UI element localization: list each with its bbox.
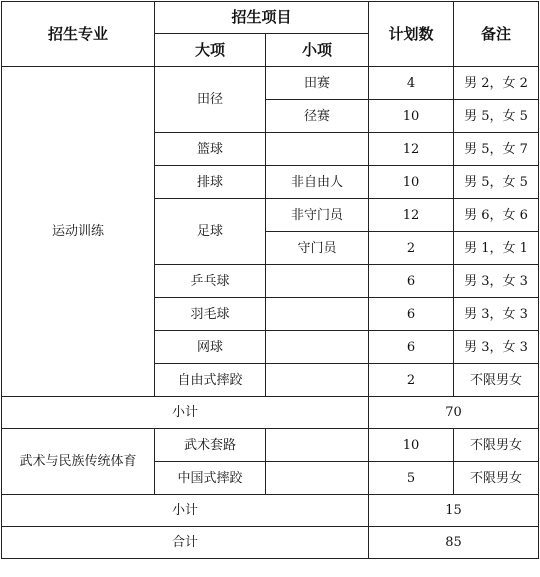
minor-item-cell: 田赛 — [266, 67, 369, 100]
subtotal-label: 小计 — [2, 397, 369, 429]
note-cell: 不限男女 — [454, 364, 539, 397]
note-cell: 不限男女 — [454, 462, 539, 495]
plan-cell: 6 — [369, 331, 454, 364]
major-cell: 运动训练 — [2, 67, 155, 397]
major-item-cell: 足球 — [155, 199, 266, 265]
note-cell: 男 5，女 5 — [454, 100, 539, 133]
minor-item-cell — [266, 298, 369, 331]
minor-item-cell — [266, 364, 369, 397]
table-row — [2, 67, 539, 100]
total-label: 合计 — [2, 527, 369, 559]
major-item-cell: 武术套路 — [155, 429, 266, 462]
header-major: 招生专业 — [2, 2, 155, 67]
major-item-cell: 中国式摔跤 — [155, 462, 266, 495]
major-item-cell: 篮球 — [155, 133, 266, 166]
major-item-cell: 羽毛球 — [155, 298, 266, 331]
subtotal-value: 15 — [369, 495, 539, 527]
plan-cell: 5 — [369, 462, 454, 495]
header-minor-item: 小项 — [266, 34, 369, 67]
note-cell: 男 5，女 5 — [454, 166, 539, 199]
minor-item-cell — [266, 462, 369, 495]
plan-cell: 6 — [369, 298, 454, 331]
plan-cell: 6 — [369, 265, 454, 298]
subtotal-row — [2, 397, 539, 429]
note-cell: 男 5，女 7 — [454, 133, 539, 166]
plan-cell: 10 — [369, 429, 454, 462]
minor-item-cell: 非自由人 — [266, 166, 369, 199]
enrollment-plan-table — [1, 1, 539, 559]
note-cell: 男 1，女 1 — [454, 232, 539, 265]
plan-cell: 12 — [369, 199, 454, 232]
subtotal-value: 70 — [369, 397, 539, 429]
major-item-cell: 排球 — [155, 166, 266, 199]
header-note: 备注 — [454, 2, 539, 67]
major-cell: 武术与民族传统体育 — [2, 429, 155, 495]
plan-cell: 2 — [369, 364, 454, 397]
minor-item-cell: 非守门员 — [266, 199, 369, 232]
subtotal-row — [2, 495, 539, 527]
minor-item-cell — [266, 265, 369, 298]
header-project: 招生项目 — [155, 2, 369, 34]
header-major-item: 大项 — [155, 34, 266, 67]
plan-cell: 10 — [369, 100, 454, 133]
minor-item-cell — [266, 429, 369, 462]
note-cell: 男 3，女 3 — [454, 331, 539, 364]
minor-item-cell: 守门员 — [266, 232, 369, 265]
plan-cell: 12 — [369, 133, 454, 166]
header-plan: 计划数 — [369, 2, 454, 67]
major-item-cell: 乒乓球 — [155, 265, 266, 298]
table-row — [2, 429, 539, 462]
plan-cell: 2 — [369, 232, 454, 265]
minor-item-cell — [266, 133, 369, 166]
minor-item-cell — [266, 331, 369, 364]
plan-cell: 10 — [369, 166, 454, 199]
total-row — [2, 527, 539, 559]
note-cell: 不限男女 — [454, 429, 539, 462]
note-cell: 男 2，女 2 — [454, 67, 539, 100]
subtotal-label: 小计 — [2, 495, 369, 527]
total-value: 85 — [369, 527, 539, 559]
major-item-cell: 自由式摔跤 — [155, 364, 266, 397]
plan-cell: 4 — [369, 67, 454, 100]
note-cell: 男 3，女 3 — [454, 265, 539, 298]
minor-item-cell: 径赛 — [266, 100, 369, 133]
major-item-cell: 田径 — [155, 67, 266, 133]
major-item-cell: 网球 — [155, 331, 266, 364]
note-cell: 男 6，女 6 — [454, 199, 539, 232]
header-row-1 — [2, 2, 539, 34]
note-cell: 男 3，女 3 — [454, 298, 539, 331]
